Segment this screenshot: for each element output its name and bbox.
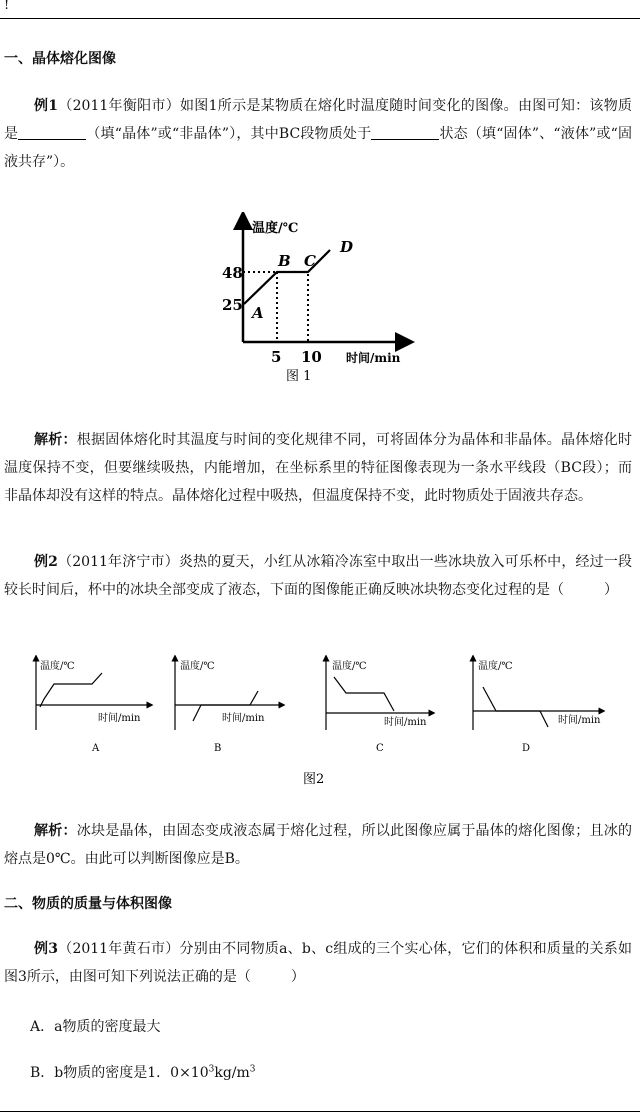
figure1-x-axis-label: 时间/min: [346, 351, 401, 365]
figure2-panel-b: [175, 658, 282, 754]
figure1-y-axis-label: 温度/℃: [252, 221, 299, 236]
example1-blank-2[interactable]: [371, 125, 439, 140]
section1-title: 一、晶体熔化图像: [4, 51, 116, 67]
panel-a-x-label: 时间/min: [98, 713, 141, 724]
example1-label: 例1: [34, 98, 59, 114]
panel-c-letter: C: [376, 743, 384, 754]
figure2-panel-a: [36, 658, 150, 754]
panel-d-y-label: 温度/℃: [478, 661, 513, 672]
example3-close: ）: [290, 969, 305, 985]
panel-c-y-label: 温度/℃: [332, 661, 367, 672]
panel-b-x-label: 时间/min: [222, 713, 265, 724]
figure2-panel-c: [326, 658, 432, 754]
figure1-tick-10: 10: [301, 348, 322, 366]
panel-d-letter: D: [522, 743, 531, 754]
panel-a-y-label: 温度/℃: [40, 661, 75, 672]
figure1-tick-25: 25: [222, 296, 243, 314]
example3-paragraph: [4, 935, 632, 991]
option-a[interactable]: A．a物质的密度最大: [30, 1019, 161, 1035]
option-b-exponent: 3: [208, 1064, 215, 1075]
page-top-mark: !: [4, 0, 10, 13]
example3-text: （2011年黄石市）分别由不同物质a、b、c组成的三个实心体，它们的体积和质量的关系如图3所示，由图可知下列说法正确的是（: [4, 941, 632, 985]
option-b-unit-exponent: 3: [249, 1064, 256, 1075]
example2-paragraph: [4, 548, 632, 604]
panel-b-letter: B: [214, 743, 222, 754]
panel-b-y-label: 温度/℃: [180, 661, 215, 672]
example1-text-c: 状态（填“固体”、“液体”或“固液共存”）。: [4, 126, 632, 170]
figure1-point-c: C: [304, 252, 316, 270]
figure1-point-a: A: [252, 304, 264, 322]
analysis2-text: 冰块是晶体，由固态变成液态属于熔化过程，所以此图像应属于晶体的熔化图像；且冰的熔点是0℃。由此可以判断图像应是B。: [4, 823, 633, 867]
figure2-panels: [0, 655, 640, 785]
panel-d-x-label: 时间/min: [558, 715, 601, 726]
example2-text: （2011年济宁市）炎热的夏天，小红从冰箱冷冻室中取出一些冰块放入可乐杯中，经过一段较长时间后，杯中的冰块全部变成了液态，下面的图像能正确反映冰块物态变化过程的是（: [4, 554, 632, 598]
figure1-caption: 图 1: [286, 369, 312, 384]
top-rule: [0, 18, 640, 19]
bottom-rule: [0, 1111, 640, 1112]
panel-c-x-label: 时间/min: [384, 717, 427, 728]
example2-label: 例2: [34, 554, 58, 570]
figure1-tick-5: 5: [271, 348, 282, 366]
analysis2-label: 解析：: [34, 823, 77, 839]
section2-title: 二、物质的质量与体积图像: [4, 896, 172, 912]
figure2-panel-d: [473, 658, 602, 754]
analysis2-paragraph: [4, 817, 632, 873]
panel-a-letter: A: [92, 743, 100, 754]
example1-text-a: （2011年衡阳市）如图1所示是某物质在熔化时温度随时间变化的图像。由图可知：该物质是: [4, 98, 632, 142]
analysis1-paragraph: [4, 426, 632, 510]
analysis1-label: 解析：: [34, 432, 77, 448]
example3-label: 例3: [34, 941, 58, 957]
option-b-text: B．b物质的密度是1．0×10: [30, 1065, 209, 1081]
option-b[interactable]: [30, 1062, 256, 1082]
example1-text-b: （填“晶体”或“非晶体”），其中BC段物质处于: [86, 126, 372, 142]
analysis1-text: 根据固体熔化时其温度与时间的变化规律不同，可将固体分为晶体和非晶体。晶体熔化时温度保持不变，但要继续吸热，内能增加，在坐标系里的特征图像表现为一条水平线段（BC段）；而非晶体却没有这样的特点。晶体熔化过程中吸热，但温度保持不变，此时物质处于固液共存态。: [4, 432, 633, 504]
figure1-tick-48: 48: [222, 264, 243, 282]
option-b-unit: kg/m: [214, 1065, 250, 1081]
example1-paragraph: [4, 92, 632, 176]
example2-close: ）: [604, 582, 618, 598]
figure1-point-b: B: [278, 252, 291, 270]
figure1-chart: [200, 212, 440, 392]
figure1-point-d: D: [340, 238, 354, 256]
example1-blank-1[interactable]: [18, 125, 86, 140]
figure2-caption: 图2: [303, 772, 325, 785]
